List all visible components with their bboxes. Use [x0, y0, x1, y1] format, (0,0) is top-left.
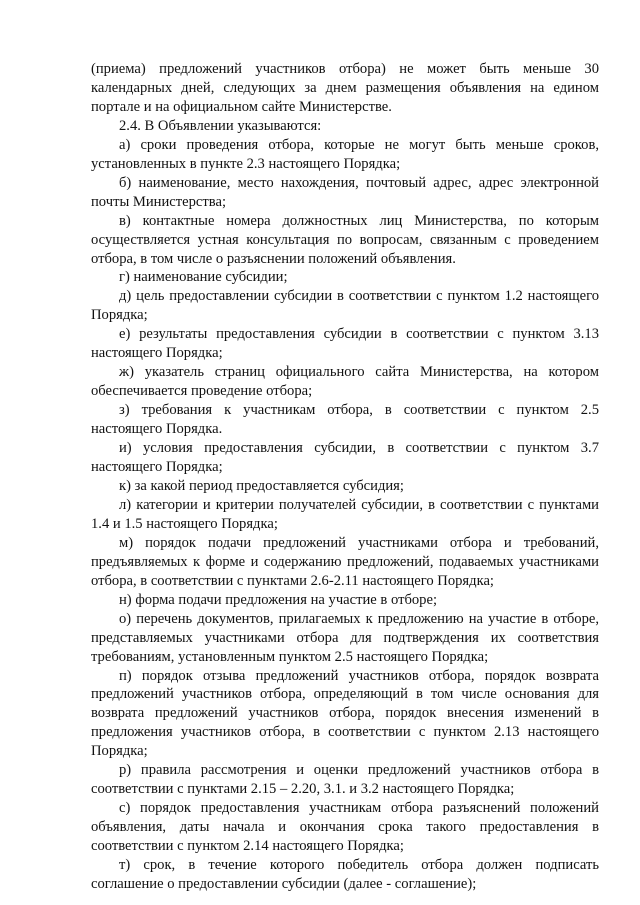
list-item-p: п) порядок отзыва предложений участников отбора, порядок возврата предложений участников отбора, определяющий в том числе основания для возврата предложений участников отбора, порядок внесения изменений в предложения участников отбора, в соответствии с пунктом 2.13 настоящего Порядка; [91, 667, 599, 760]
list-item-r: р) правила рассмотрения и оценки предложений участников отбора в соответствии с пунктами 2.15 – 2.20, 3.1. и 3.2 настоящего Порядка; [91, 762, 599, 798]
list-item-s: с) порядок предоставления участникам отбора разъяснений положений объявления, даты начала и окончания срока такого предоставления в соответствии с пунктом 2.14 настоящего Порядка; [91, 800, 599, 855]
paragraph-intro-continuation: (приема) предложений участников отбора) не может быть меньше 30 календарных дней, следующих за днем размещения объявления на едином портале и на официальном сайте Министерстве. [91, 61, 599, 115]
list-item-e: е) результаты предоставления субсидии в соответствии с пунктом 3.13 настоящего Порядка; [91, 326, 599, 362]
list-item-t: т) срок, в течение которого победитель отбора должен подписать соглашение о предоставлении субсидии (далее - соглашение); [91, 857, 599, 892]
document-page [91, 60, 599, 894]
list-item-a: а) сроки проведения отбора, которые не могут быть меньше сроков, установленных в пункте 2.3 настоящего Порядка; [91, 136, 599, 172]
list-item-k: к) за какой период предоставляется субсидия; [119, 477, 404, 494]
list-item-zh: ж) указатель страниц официального сайта Министерства, на котором обеспечивается проведение отбора; [91, 364, 599, 400]
list-item-b: б) наименование, место нахождения, почтовый адрес, адрес электронной почты Министерства; [91, 174, 599, 210]
list-item-o: о) перечень документов, прилагаемых к предложению на участие в отборе, представляемых участниками отбора для подтверждения их соответствия требованиям, установленным пунктом 2.5 настоящего Порядка; [91, 610, 599, 665]
paragraph-2-4-heading: 2.4. В Объявлении указываются: [119, 117, 322, 134]
list-item-i: и) условия предоставления субсидии, в соответствии с пунктом 3.7 настоящего Порядка; [91, 440, 599, 476]
list-item-m: м) порядок подачи предложений участниками отбора и требований, предъявляемых к форме и содержанию предложений, подаваемых участниками отбора, в соответствии с пунктами 2.6-2.11 настоящего Порядка; [91, 534, 599, 589]
list-item-l: л) категории и критерии получателей субсидии, в соответствии с пунктами 1.4 и 1.5 настоящего Порядка; [91, 496, 599, 532]
list-item-n: н) форма подачи предложения на участие в отборе; [119, 591, 438, 608]
list-item-z: з) требования к участникам отбора, в соответствии с пунктом 2.5 настоящего Порядка. [91, 402, 599, 438]
list-item-v: в) контактные номера должностных лиц Министерства, по которым осуществляется устная консультация по вопросам, связанным с проведением отбора, в том числе о разъяснении положений объявления. [91, 212, 599, 267]
list-item-g: г) наименование субсидии; [119, 269, 288, 286]
list-item-d: д) цель предоставлении субсидии в соответствии с пунктом 1.2 настоящего Порядка; [91, 288, 599, 324]
